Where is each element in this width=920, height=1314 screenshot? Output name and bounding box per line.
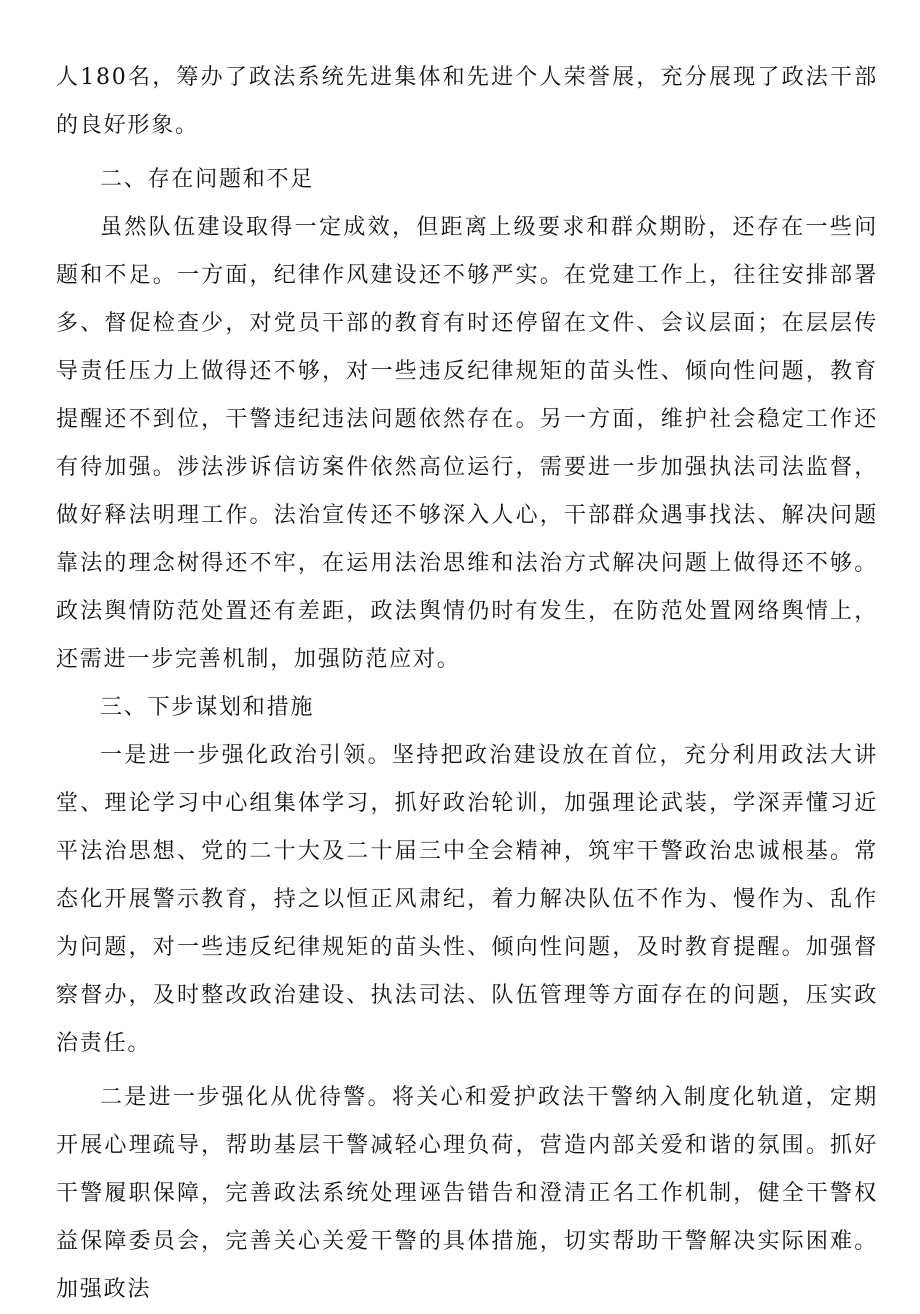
section-heading-measures: 三、下步谋划和措施 (100, 695, 315, 720)
paragraph-political-guidance: 一是进一步强化政治引领。坚持把政治建设放在首位，充分利用政法大讲堂、理论学习中心组集体学习，抓好政治轮训，加强理论武装，学深弄懂习近平法治思想、党的二十大及二十届三中全会精神，筑牢干警政治忠诚根基。常态化开展警示教育，持之以恒正风肃纪，着力解决队伍不作为、慢作为、乱作为问题，对一些违反纪律规矩的苗头性、倾向性问题，及时教育提醒。加强督察督办，及时整改政治建设、执法司法、队伍管理等方面存在的问题，压实政治责任。 (56, 743, 878, 1056)
section-heading-problems: 二、存在问题和不足 (100, 167, 315, 192)
paragraph-problems: 虽然队伍建设取得一定成效，但距离上级要求和群众期盼，还存在一些问题和不足。一方面，纪律作风建设还不够严实。在党建工作上，往往安排部署多、督促检查少，对党员干部的教育有时还停留在文件、会议层面；在层层传导责任压力上做得还不够，对一些违反纪律规矩的苗头性、倾向性问题，教育提醒还不到位，干警违纪违法问题依然存在。另一方面，维护社会稳定工作还有待加强。涉法涉诉信访案件依然高位运行，需要进一步加强执法司法监督，做好释法明理工作。法治宣传还不够深入人心，干部群众遇事找法、解决问题靠法的理念树得还不牢，在运用法治思维和法治方式解决问题上做得还不够。政法舆情防范处置还有差距，政法舆情仍时有发生，在防范处置网络舆情上，还需进一步完善机制，加强防范应对。 (56, 215, 878, 672)
paragraph-continuation: 人180名，筹办了政法系统先进集体和先进个人荣誉展，充分展现了政法干部的良好形象。 (56, 65, 878, 138)
document-body (56, 54, 878, 1314)
paragraph-police-care: 二是进一步强化从优待警。将关心和爱护政法干警纳入制度化轨道，定期开展心理疏导，帮助基层干警减轻心理负荷，营造内部关爱和谐的氛围。抓好干警履职保障，完善政法系统处理诬告错告和澄清正名工作机制，健全干警权益保障委员会，完善关心关爱干警的具体措施，切实帮助干警解决实际困难。加强政法 (56, 1085, 878, 1302)
